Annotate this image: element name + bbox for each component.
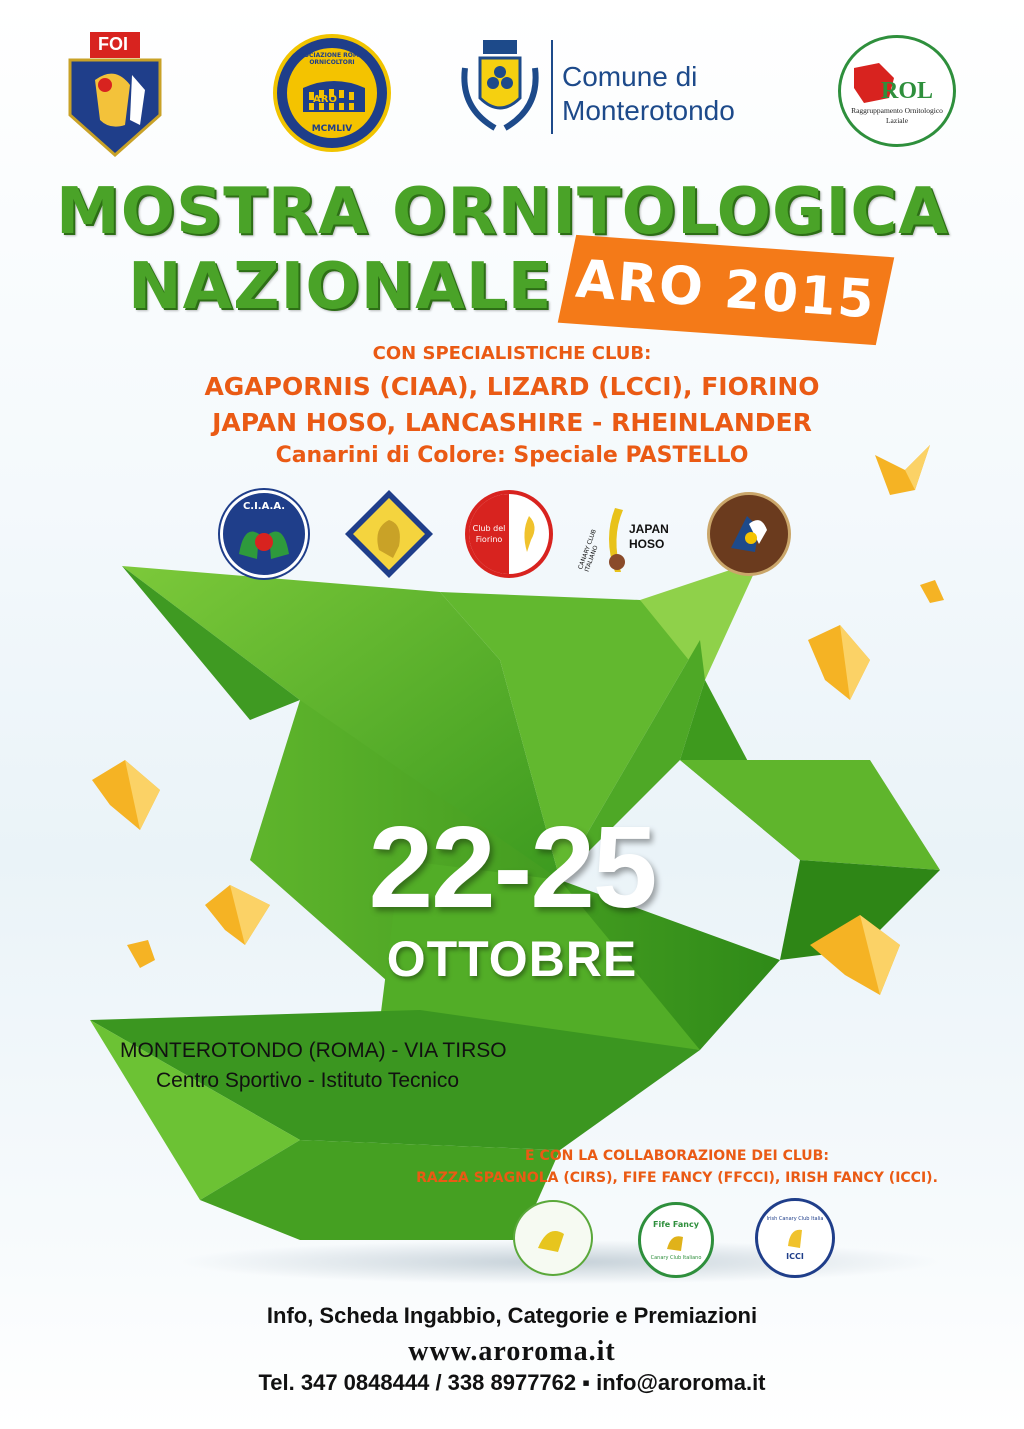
foi-text: FOI <box>98 34 128 54</box>
fife-fancy-text: Fife Fancy <box>653 1219 699 1229</box>
venue-place: Centro Sportivo - Istituto Tecnico <box>156 1069 460 1092</box>
rol-logo <box>838 35 956 147</box>
comune-divider <box>551 40 553 134</box>
contacts-line: Tel. 347 0848444 / 338 8977762 ▪ info@aroroma.it <box>258 1370 766 1395</box>
aro-roman: MCMLIV <box>311 124 353 134</box>
japan-hoso-logo <box>577 488 689 584</box>
japan-hoso-text: JAPAN HOSO <box>629 522 669 551</box>
aro-logo <box>273 34 391 152</box>
event-dates: 22-25 <box>368 802 656 932</box>
lancashire-club-logo <box>707 492 791 576</box>
fiorino-club-logo <box>465 490 553 578</box>
aro-abbrev: ARO <box>313 94 337 105</box>
japan-ring-text: CANARY CLUB ITALIANO <box>577 528 600 573</box>
title-line1: MOSTRA ORNITOLOGICA <box>56 175 949 249</box>
website-link[interactable]: www.aroroma.it <box>408 1336 616 1367</box>
venue-address: MONTEROTONDO (ROMA) - VIA TIRSO <box>120 1039 507 1062</box>
irish-ring-text: Irish Canary Club Italia <box>766 1215 824 1222</box>
aro-2015-text: ARO 2015 <box>574 249 878 331</box>
event-month: OTTOBRE <box>386 931 638 987</box>
specialty-intro: CON SPECIALISTICHE CLUB: <box>372 343 652 364</box>
specialty-line3: Canarini di Colore: Speciale PASTELLO <box>275 443 749 468</box>
collab-list: RAZZA SPAGNOLA (CIRS), FIFE FANCY (FFCCI), IRISH FANCY (ICCI). <box>416 1170 938 1186</box>
lizard-club-logo <box>343 488 435 580</box>
rol-abbrev: ROL <box>881 78 934 104</box>
aro-ring-text: ASSOCIAZIONE ROMANA ORNICOLTORI <box>290 52 374 66</box>
irish-abbrev: ICCI <box>786 1251 804 1261</box>
cirs-logo <box>513 1200 593 1276</box>
comune-line2: Monterotondo <box>562 95 735 126</box>
specialty-line2: JAPAN HOSO, LANCASHIRE - RHEINLANDER <box>212 408 812 437</box>
title-line2: NAZIONALE <box>128 250 553 324</box>
fife-fancy-subtext: Canary Club Italiano <box>650 1254 702 1261</box>
comune-line1: Comune di <box>562 61 698 92</box>
info-line: Info, Scheda Ingabbio, Categorie e Premiazioni <box>266 1303 758 1328</box>
rol-text: Raggruppamento Ornitologico Laziale <box>851 106 943 125</box>
fiorino-text: Club del Fiorino <box>472 524 506 544</box>
specialty-line1: AGAPORNIS (CIAA), LIZARD (LCCI), FIORINO <box>204 372 820 401</box>
comune-name <box>562 60 735 128</box>
comune-crest <box>455 38 545 138</box>
foi-logo <box>60 30 170 158</box>
fife-fancy-logo <box>638 1202 714 1278</box>
collab-intro: E CON LA COLLABORAZIONE DEI CLUB: <box>525 1148 829 1164</box>
ciaa-logo <box>220 490 308 578</box>
ciaa-text: C.I.A.A. <box>242 501 286 512</box>
irish-fancy-logo <box>755 1198 835 1278</box>
